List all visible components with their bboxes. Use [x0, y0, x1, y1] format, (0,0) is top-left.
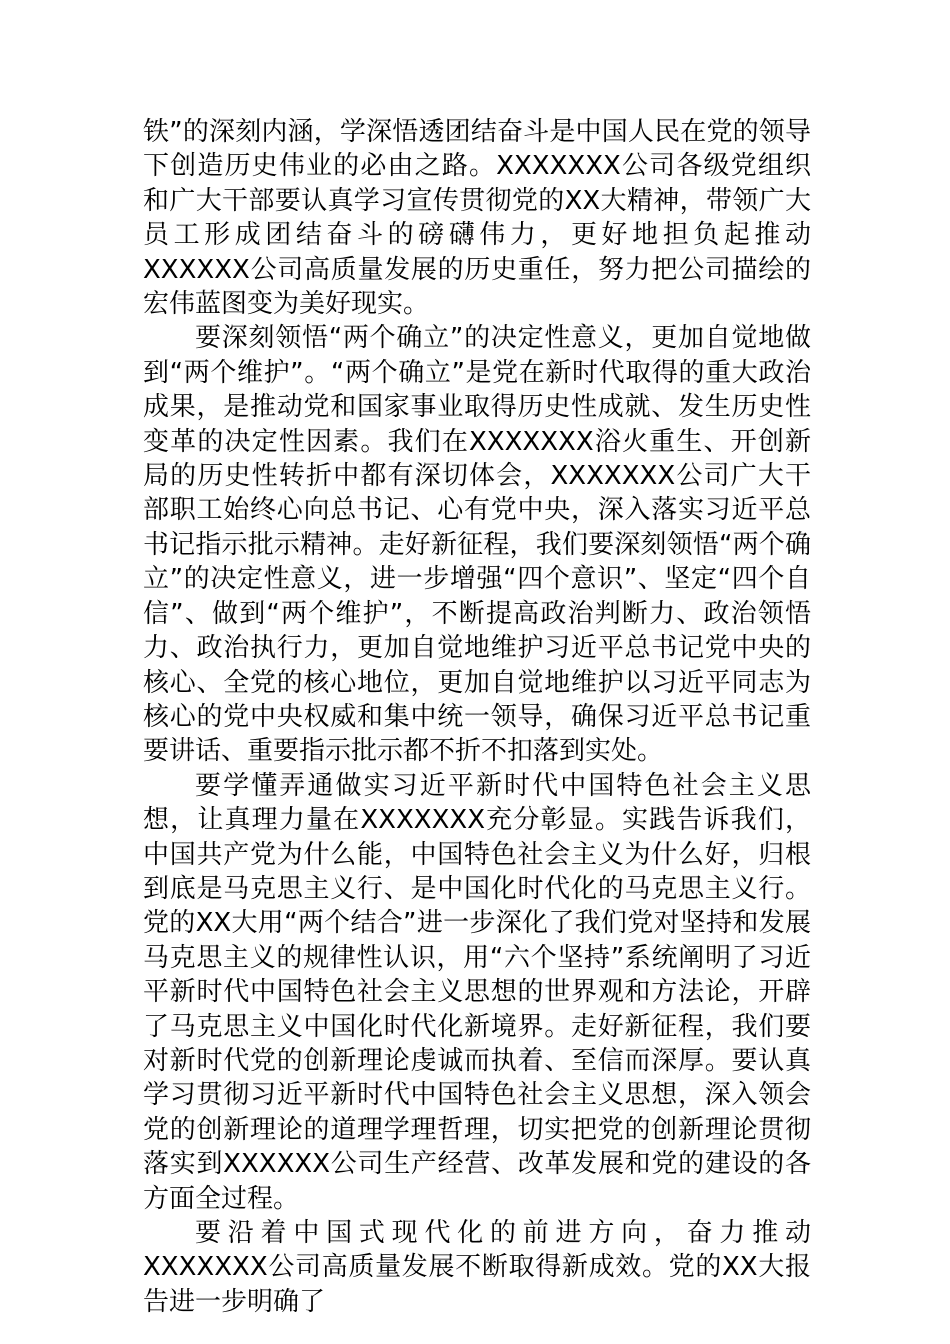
paragraph-3: 要学懂弄通做实习近平新时代中国特色社会主义思想，让真理力量在XXXXXXX充分彰显。实践告诉我们，中国共产党为什么能，中国特色社会主义为什么好，归根到底是马克思主义行、是中国化时代化的马克思主义行。党的XX大用“两个结合”进一步深化了我们党对坚持和发展马克思主义的规律性认识，用“六个坚持”系统阐明了习近平新时代中国特色社会主义思想的世界观和方法论，开辟了马克思主义中国化时代化新境界。走好新征程，我们要对新时代党的创新理论虔诚而执着、至信而深厚。要认真学习贯彻习近平新时代中国特色社会主义思想，深入领会党的创新理论的道理学理哲理，切实把党的创新理论贯彻落实到XXXXXX公司生产经营、改革发展和党的建设的各方面全过程。 [143, 770, 811, 1214]
paragraph-2: 要深刻领悟“两个确立”的决定性意义，更加自觉地做到“两个维护”。“两个确立”是党在新时代取得的重大政治成果，是推动党和国家事业取得历史性成就、发生历史性变革的决定性因素。我们在XXXXXXX浴火重生、开创新局的历史性转折中都有深切体会，XXXXXXX公司广大干部职工始终心向总书记、心有党中央，深入落实习近平总书记指示批示精神。走好新征程，我们要深刻领悟“两个确立”的决定性意义，进一步增强“四个意识”、坚定“四个自信”、做到“两个维护”，不断提高政治判断力、政治领悟力、政治执行力，更加自觉地维护习近平总书记党中央的核心、全党的核心地位，更加自觉地维护以习近平同志为核心的党中央权威和集中统一领导，确保习近平总书记重要讲话、重要指示批示都不折不扣落到实处。 [143, 323, 811, 767]
paragraph-1: 铁”的深刻内涵，学深悟透团结奋斗是中国人民在党的领导下创造历史伟业的必由之路。XXXXXXX公司各级党组织和广大干部要认真学习宣传贯彻党的XX大精神，带领广大员工形成团结奋斗的磅礴伟力，更好地担负起推动XXXXXX公司高质量发展的历史重任，努力把公司描绘的宏伟蓝图变为美好现实。 [143, 117, 811, 320]
document-body [143, 115, 811, 1319]
paragraph-4: 要沿着中国式现代化的前进方向，奋力推动XXXXXXX公司高质量发展不断取得新成效。党的XX大报告进一步明确了 [143, 1218, 811, 1317]
